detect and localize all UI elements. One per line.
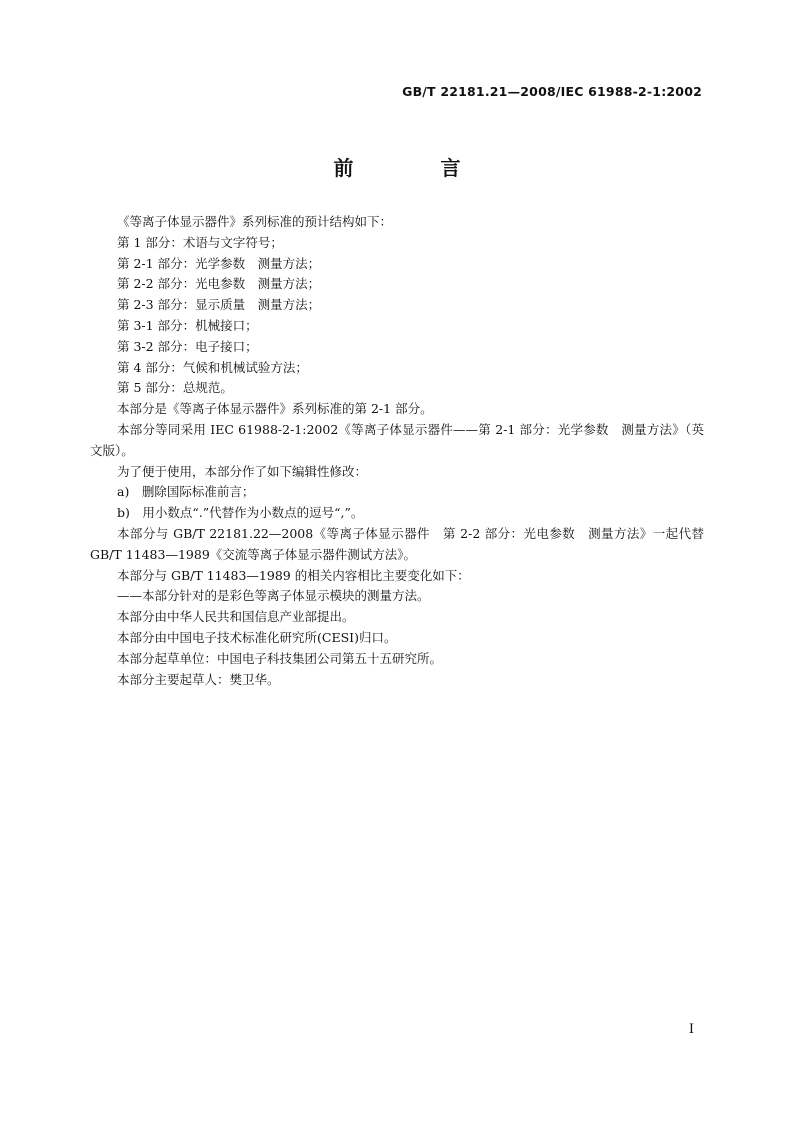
list-item: b) 用小数点“.”代替作为小数点的逗号“,”。 xyxy=(117,505,364,521)
foreword-body xyxy=(90,212,704,690)
paragraph: 本部分由中国电子技术标准化研究所(CESI)归口。 xyxy=(117,629,397,645)
paragraph: 本部分是《等离子体显示器件》系列标准的第 2-1 部分。 xyxy=(117,401,433,417)
list-item: 第 2-1 部分：光学参数 测量方法； xyxy=(117,255,321,271)
list-item: 第 4 部分：气候和机械试验方法； xyxy=(117,359,308,375)
paragraph: 本部分起草单位：中国电子科技集团公司第五十五研究所。 xyxy=(117,650,443,666)
list-item: 第 3-2 部分：电子接口； xyxy=(117,338,258,354)
paragraph: 本部分与 GB/T 11483—1989 的相关内容相比主要变化如下： xyxy=(117,567,470,583)
paragraph: 为了便于使用，本部分作了如下编辑性修改： xyxy=(117,463,368,479)
paragraph: 《等离子体显示器件》系列标准的预计结构如下： xyxy=(117,214,393,229)
page-number: I xyxy=(688,1022,694,1037)
list-item: 第 2-2 部分：光电参数 测量方法； xyxy=(117,276,321,292)
paragraph: 本部分等同采用 IEC 61988-2-1:2002《等离子体显示器件——第 2-1 部分：光学参数 测量方法》（英文版）。 xyxy=(90,421,704,458)
paragraph: 本部分主要起草人：樊卫华。 xyxy=(117,671,280,687)
paragraph: ——本部分针对的是彩色等离子体显示模块的测量方法。 xyxy=(117,588,430,604)
list-item: 第 3-1 部分：机械接口； xyxy=(117,317,258,333)
standard-code: GB/T 22181.21—2008/IEC 61988-2-1:2002 xyxy=(402,84,702,99)
list-item: 第 5 部分：总规范。 xyxy=(117,380,233,396)
list-item: 第 2-3 部分：显示质量 测量方法； xyxy=(117,297,321,313)
list-item: a) 删除国际标准前言； xyxy=(117,484,255,500)
paragraph: 本部分由中华人民共和国信息产业部提出。 xyxy=(117,609,355,625)
page-title: 前 言 xyxy=(333,156,501,180)
paragraph: 本部分与 GB/T 22181.22—2008《等离子体显示器件 第 2-2 部分：光电参数 测量方法》一起代替 GB/T 11483—1989《交流等离子体显示器件测试方法》。 xyxy=(90,525,704,562)
list-item: 第 1 部分：术语与文字符号； xyxy=(117,234,283,250)
